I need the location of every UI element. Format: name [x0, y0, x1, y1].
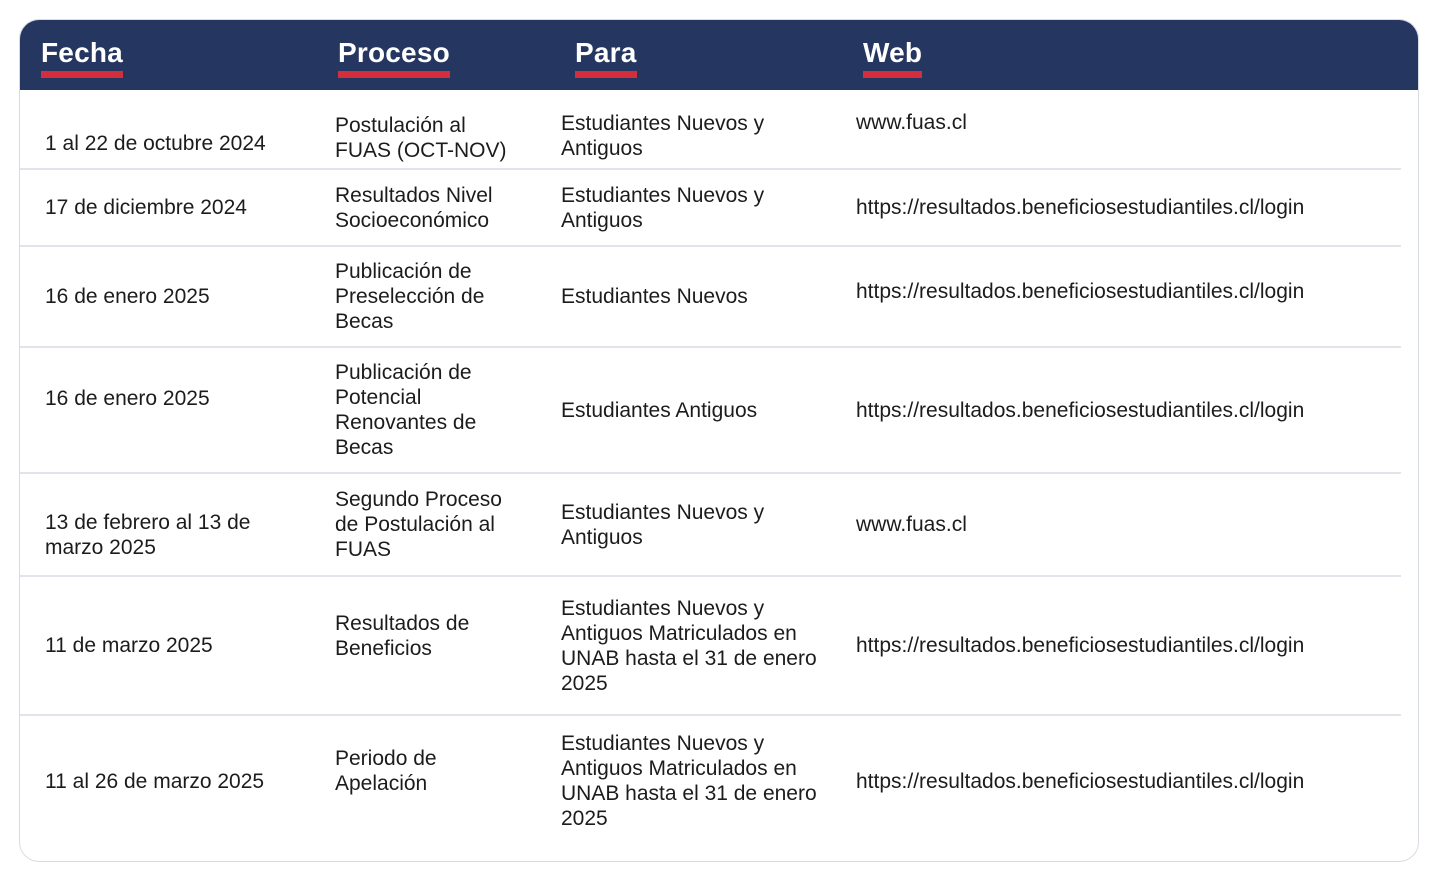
table-row [20, 90, 1401, 170]
table-header [20, 20, 1418, 90]
cell-proceso: Periodo de Apelación [335, 747, 437, 795]
cell-para: Estudiantes Nuevos y Antiguos [561, 183, 765, 232]
header-underline [863, 71, 922, 78]
table-row [20, 348, 1401, 474]
cell-proceso: Resultados de Beneficios [335, 611, 470, 660]
header-proceso-label: Proceso [338, 37, 450, 68]
cell-web-link[interactable]: www.fuas.cl [856, 110, 967, 134]
table-row [20, 716, 1401, 856]
header-underline [338, 71, 450, 78]
cell-fecha: 17 de diciembre 2024 [45, 196, 247, 219]
table-row [20, 577, 1401, 716]
cell-proceso: Segundo Proceso de Postulación al FUAS [335, 488, 502, 561]
header-para [575, 36, 637, 78]
cell-para: Estudiantes Antiguos [561, 398, 758, 422]
cell-web-link[interactable]: https://resultados.beneficiosestudiantiles.cl/login [856, 769, 1305, 793]
cell-fecha: 11 al 26 de marzo 2025 [45, 769, 265, 793]
table-row [20, 247, 1401, 348]
cell-para: Estudiantes Nuevos y Antiguos [561, 112, 765, 160]
cell-proceso: Postulación al FUAS (OCT-NOV) [335, 114, 507, 162]
header-underline [41, 71, 123, 78]
cell-para: Estudiantes Nuevos y Antiguos Matriculados en UNAB hasta el 31 de enero 2025 [561, 596, 817, 695]
cell-web-link[interactable]: https://resultados.beneficiosestudiantiles.cl/login [856, 280, 1305, 303]
header-para-label: Para [575, 37, 637, 68]
cell-fecha: 16 de enero 2025 [45, 386, 210, 410]
cell-web-link[interactable]: https://resultados.beneficiosestudiantiles.cl/login [856, 398, 1305, 422]
cell-web-link[interactable]: https://resultados.beneficiosestudiantiles.cl/login [856, 196, 1305, 219]
cell-para: Estudiantes Nuevos [561, 285, 748, 308]
cell-para: Estudiantes Nuevos y Antiguos [561, 500, 765, 549]
cell-para: Estudiantes Nuevos y Antiguos Matriculados en UNAB hasta el 31 de enero 2025 [561, 732, 817, 830]
header-proceso [338, 36, 450, 78]
cell-web-link[interactable]: https://resultados.beneficiosestudiantiles.cl/login [856, 634, 1305, 657]
header-underline [575, 71, 637, 78]
header-web [863, 36, 922, 78]
cell-fecha: 1 al 22 de octubre 2024 [45, 131, 266, 155]
cell-proceso: Resultados Nivel Socioeconómico [335, 183, 493, 232]
header-web-label: Web [863, 37, 923, 68]
table-row [20, 170, 1401, 247]
cell-proceso: Publicación de Potencial Renovantes de Becas [335, 361, 477, 459]
table-row [20, 474, 1401, 577]
cell-proceso: Publicación de Preselección de Becas [335, 260, 485, 333]
header-fecha-label: Fecha [41, 37, 123, 68]
cell-fecha: 16 de enero 2025 [45, 285, 210, 308]
schedule-table [19, 19, 1419, 862]
header-fecha [41, 36, 123, 78]
cell-fecha: 13 de febrero al 13 de marzo 2025 [45, 510, 251, 559]
cell-fecha: 11 de marzo 2025 [45, 634, 213, 657]
cell-web-link[interactable]: www.fuas.cl [856, 513, 967, 536]
